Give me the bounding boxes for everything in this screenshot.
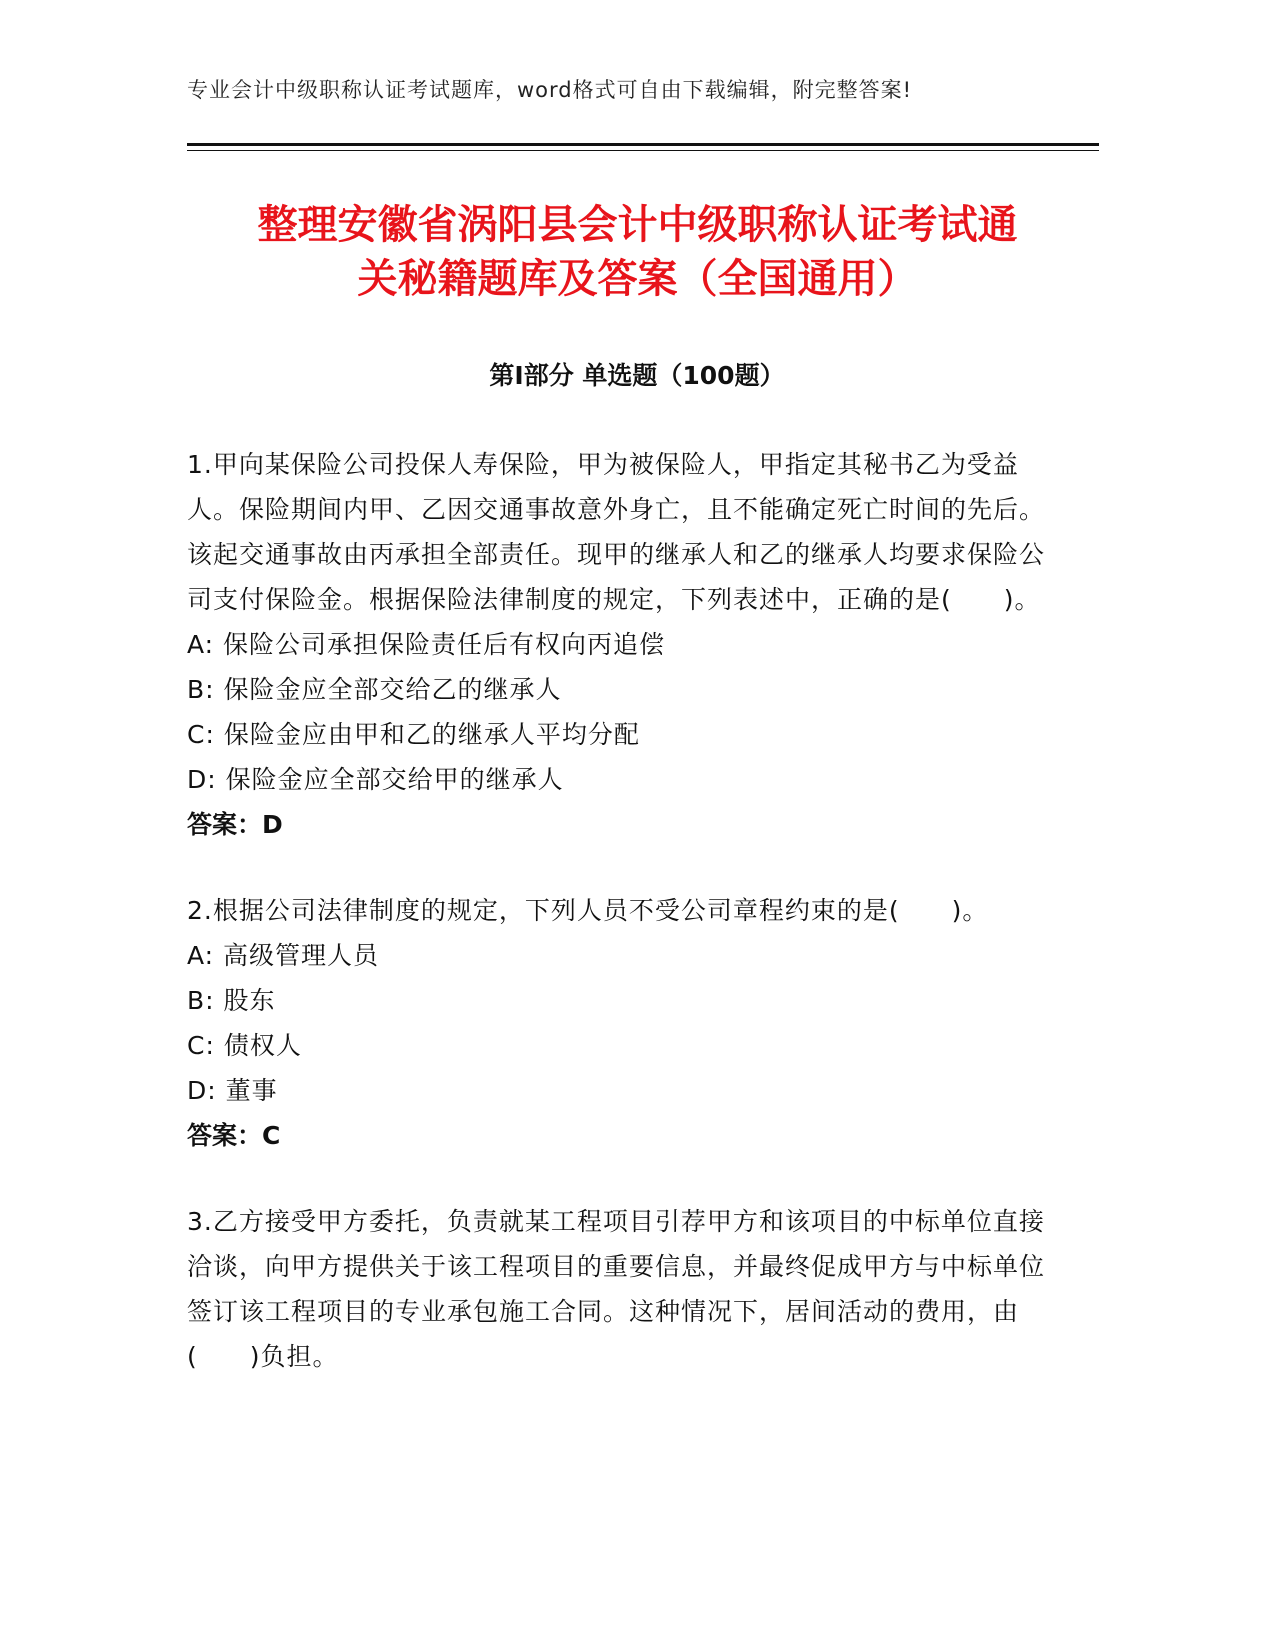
option-b: B: 保险金应全部交给乙的继承人: [187, 675, 562, 704]
option-b: B: 股东: [187, 986, 276, 1015]
question-1: [187, 442, 1047, 847]
option-a: A: 保险公司承担保险责任后有权向丙追偿: [187, 630, 666, 659]
question-3: [187, 1199, 1047, 1379]
answer: 答案：D: [187, 810, 283, 839]
question-2: [187, 888, 1047, 1158]
section-title: 第Ⅰ部分 单选题（100题）: [489, 361, 785, 390]
option-d: D: 董事: [187, 1076, 278, 1105]
question-stem: 3.乙方接受甲方委托，负责就某工程项目引荐甲方和该项目的中标单位直接洽谈，向甲方提供关于该工程项目的重要信息，并最终促成甲方与中标单位签订该工程项目的专业承包施工合同。这种情况下，居间活动的费用，由( )负担。: [187, 1207, 1046, 1371]
document-title: [160, 198, 1115, 306]
header-note: 专业会计中级职称认证考试题库，word格式可自由下载编辑，附完整答案!: [187, 78, 913, 102]
option-d: D: 保险金应全部交给甲的继承人: [187, 765, 564, 794]
header-divider-thin: [187, 150, 1099, 151]
document-title-line-1: 整理安徽省涡阳县会计中级职称认证考试通: [257, 202, 1018, 248]
header-divider-thick: [187, 143, 1099, 146]
question-list: [187, 442, 1047, 1420]
option-c: C: 债权人: [187, 1031, 302, 1060]
question-stem: 1.甲向某保险公司投保人寿保险，甲为被保险人，甲指定其秘书乙为受益人。保险期间内甲、乙因交通事故意外身亡，且不能确定死亡时间的先后。该起交通事故由丙承担全部责任。现甲的继承人和乙的继承人均要求保险公司支付保险金。根据保险法律制度的规定，下列表述中，正确的是( )。: [187, 450, 1046, 614]
answer: 答案：C: [187, 1121, 281, 1150]
document-title-line-2: 关秘籍题库及答案（全国通用）: [357, 256, 918, 302]
option-c: C: 保险金应由甲和乙的继承人平均分配: [187, 720, 640, 749]
option-a: A: 高级管理人员: [187, 941, 380, 970]
question-stem: 2.根据公司法律制度的规定，下列人员不受公司章程约束的是( )。: [187, 896, 989, 925]
